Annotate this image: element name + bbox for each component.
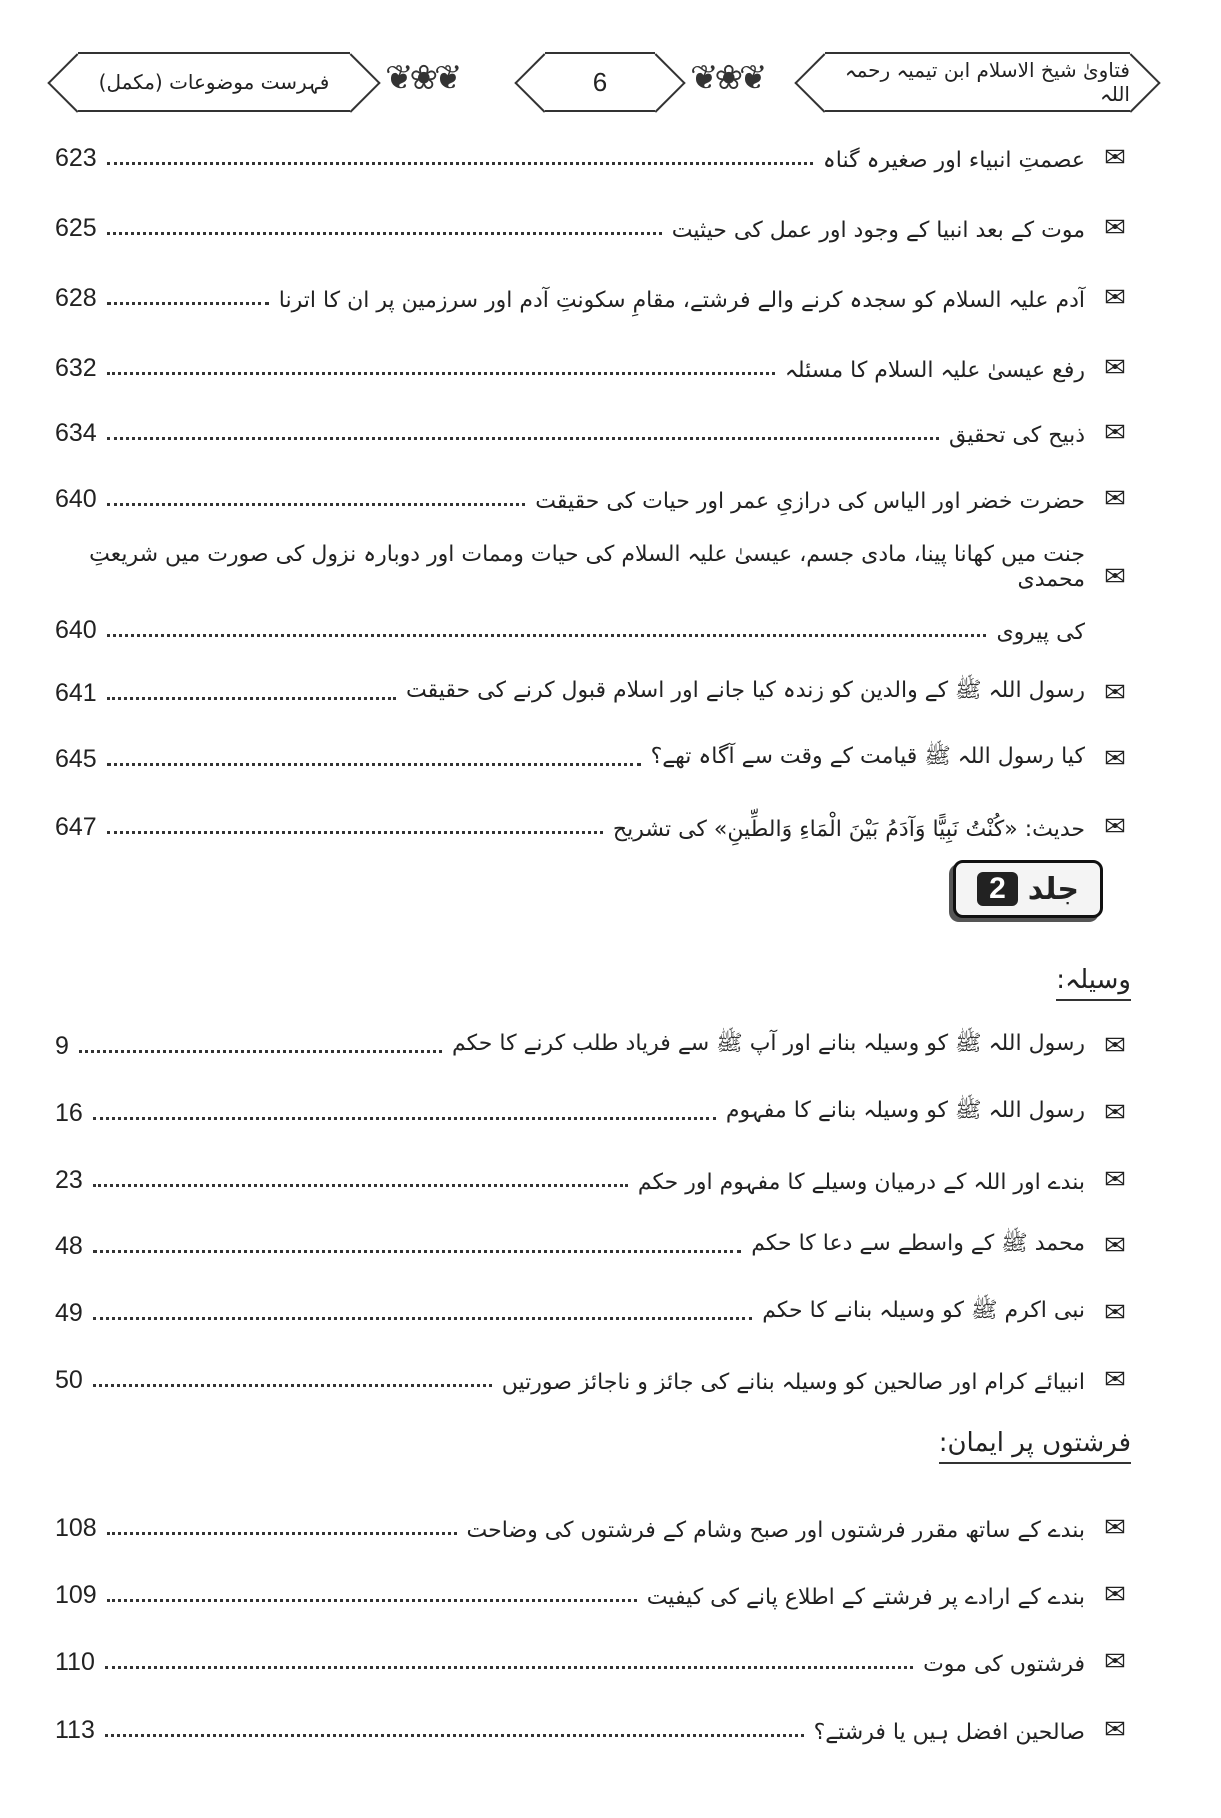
entry-title: انبیائے کرام اور صالحین کو وسیلہ بنانے کی جائز و ناجائز صورتیں bbox=[501, 1370, 1085, 1395]
header-book-title bbox=[825, 52, 1130, 112]
toc-entry[interactable] bbox=[55, 1088, 1135, 1128]
page-ref: 113 bbox=[55, 1716, 95, 1744]
header-page-number bbox=[545, 52, 655, 112]
quill-envelope-icon: ✉ bbox=[1104, 812, 1126, 842]
entry-title: صالحین افضل ہیں یا فرشتے؟ bbox=[813, 1720, 1085, 1745]
volume-number: 2 bbox=[977, 872, 1018, 906]
entry-title: محمد ﷺ کے واسطے سے دعا کا حکم bbox=[751, 1231, 1085, 1256]
entry-title: رسول اللہ ﷺ کو وسیلہ بنانے اور آپ ﷺ سے فریاد طلب کرنے کا حکم bbox=[451, 1031, 1085, 1056]
entry-title: رسول اللہ ﷺ کے والدین کو زندہ کیا جانے اور اسلام قبول کرنے کی حقیقت bbox=[406, 678, 1085, 703]
page-ref: 110 bbox=[55, 1648, 95, 1676]
leader-dots bbox=[93, 1250, 741, 1253]
quill-envelope-icon: ✉ bbox=[1104, 1231, 1126, 1261]
leader-dots bbox=[107, 503, 526, 506]
toc-entry[interactable] bbox=[55, 408, 1135, 448]
quill-envelope-icon: ✉ bbox=[1104, 143, 1126, 173]
entry-title: رسول اللہ ﷺ کو وسیلہ بنانے کا مفہوم bbox=[725, 1098, 1085, 1123]
toc-entry[interactable] bbox=[55, 734, 1135, 774]
entry-title: نبی اکرم ﷺ کو وسیلہ بنانے کا حکم bbox=[762, 1298, 1085, 1323]
page-ref: 109 bbox=[55, 1581, 97, 1609]
leader-dots bbox=[107, 831, 603, 834]
page-ref: 640 bbox=[55, 616, 97, 644]
page-ref: 23 bbox=[55, 1166, 83, 1194]
quill-envelope-icon: ✉ bbox=[1104, 562, 1126, 592]
toc-entry[interactable] bbox=[55, 802, 1135, 842]
quill-envelope-icon: ✉ bbox=[1104, 1365, 1126, 1395]
entry-title: حدیث: «كُنْتُ نَبِيًّا وَآدَمُ بَيْنَ الْمَاءِ وَالطِّينِ» کی تشریح bbox=[612, 817, 1085, 842]
section-title: فہرست موضوعات (مکمل) bbox=[98, 70, 330, 94]
entry-title: عصمتِ انبیاء اور صغیرہ گناہ bbox=[822, 148, 1085, 173]
book-title: فتاویٰ شیخ الاسلام ابن تیمیہ رحمہ اللہ bbox=[844, 58, 1130, 106]
toc-entry[interactable] bbox=[55, 1705, 1135, 1745]
volume-label: جلد bbox=[1027, 871, 1079, 907]
leader-dots bbox=[105, 1666, 913, 1669]
leader-dots bbox=[93, 1384, 492, 1387]
quill-envelope-icon: ✉ bbox=[1104, 418, 1126, 448]
page-ref: 640 bbox=[55, 485, 97, 513]
quill-envelope-icon: ✉ bbox=[1104, 678, 1126, 708]
ornament-icon: ❦❀❦ bbox=[690, 58, 764, 98]
section-heading-angels: فرشتوں پر ایمان: bbox=[939, 1428, 1131, 1464]
entry-title: ذبیح کی تحقیق bbox=[949, 423, 1085, 448]
volume-badge bbox=[953, 860, 1103, 918]
leader-dots bbox=[107, 437, 939, 440]
page-ref: 48 bbox=[55, 1232, 83, 1260]
page-ref: 625 bbox=[55, 214, 97, 242]
leader-dots bbox=[107, 302, 269, 305]
leader-dots bbox=[107, 162, 813, 165]
quill-envelope-icon: ✉ bbox=[1104, 1098, 1126, 1128]
leader-dots bbox=[107, 372, 775, 375]
entry-title: حضرت خضر اور الیاس کی درازیِ عمر اور حیات کی حقیقت bbox=[535, 489, 1085, 514]
leader-dots bbox=[79, 1050, 442, 1053]
page-ref: 16 bbox=[55, 1099, 83, 1127]
leader-dots bbox=[93, 1317, 752, 1320]
leader-dots bbox=[107, 1599, 637, 1602]
quill-envelope-icon: ✉ bbox=[1104, 1298, 1126, 1328]
entry-title: موت کے بعد انبیا کے وجود اور عمل کی حیثیت bbox=[671, 218, 1085, 243]
page-ref: 632 bbox=[55, 354, 97, 382]
page-ref: 645 bbox=[55, 745, 97, 773]
page-ref: 647 bbox=[55, 813, 97, 841]
quill-envelope-icon: ✉ bbox=[1104, 1580, 1126, 1610]
page-ref: 628 bbox=[55, 284, 97, 312]
toc-entry[interactable] bbox=[55, 1355, 1135, 1395]
toc-entry[interactable] bbox=[55, 668, 1135, 708]
quill-envelope-icon: ✉ bbox=[1104, 484, 1126, 514]
toc-entry[interactable] bbox=[55, 1288, 1135, 1328]
leader-dots bbox=[93, 1117, 716, 1120]
toc-entry[interactable] bbox=[55, 273, 1135, 313]
entry-title: آدم علیہ السلام کو سجدہ کرنے والے فرشتے، مقامِ سکونتِ آدم اور سرزمین پر ان کا اترنا bbox=[278, 288, 1085, 313]
page-ref: 641 bbox=[55, 679, 97, 707]
section-heading-wasila: وسیلہ: bbox=[1056, 965, 1131, 1001]
page-ref: 49 bbox=[55, 1299, 83, 1327]
quill-envelope-icon: ✉ bbox=[1104, 353, 1126, 383]
quill-envelope-icon: ✉ bbox=[1104, 1647, 1126, 1677]
toc-entry[interactable] bbox=[55, 1155, 1135, 1195]
toc-entry[interactable] bbox=[55, 542, 1135, 592]
page-number: 6 bbox=[592, 66, 608, 97]
header-section-title bbox=[78, 52, 350, 112]
entry-title: فرشتوں کی موت bbox=[923, 1652, 1085, 1677]
quill-envelope-icon: ✉ bbox=[1104, 283, 1126, 313]
page-ref: 634 bbox=[55, 419, 97, 447]
leader-dots bbox=[107, 763, 641, 766]
quill-envelope-icon: ✉ bbox=[1104, 213, 1126, 243]
leader-dots bbox=[107, 232, 662, 235]
leader-dots bbox=[107, 634, 987, 637]
toc-entry[interactable] bbox=[55, 605, 1135, 645]
quill-envelope-icon: ✉ bbox=[1104, 1715, 1126, 1745]
toc-entry[interactable] bbox=[55, 1637, 1135, 1677]
entry-title: بندے اور اللہ کے درمیان وسیلے کا مفہوم اور حکم bbox=[637, 1170, 1085, 1195]
toc-entry[interactable] bbox=[55, 343, 1135, 383]
ornament-icon: ❦❀❦ bbox=[385, 58, 459, 98]
quill-envelope-icon: ✉ bbox=[1104, 1031, 1126, 1061]
page-ref: 623 bbox=[55, 144, 97, 172]
leader-dots bbox=[105, 1734, 804, 1737]
toc-entry[interactable] bbox=[55, 133, 1135, 173]
page-ref: 108 bbox=[55, 1514, 97, 1542]
quill-envelope-icon: ✉ bbox=[1104, 1165, 1126, 1195]
toc-entry[interactable] bbox=[55, 203, 1135, 243]
entry-title: جنت میں کھانا پینا، مادی جسم، عیسیٰ علیہ السلام کی حیات وممات اور دوبارہ نزول کی صورت میں شریعتِ محمدی bbox=[89, 542, 1085, 592]
toc-entry[interactable] bbox=[55, 474, 1135, 514]
toc-entry[interactable] bbox=[55, 1021, 1135, 1061]
quill-envelope-icon: ✉ bbox=[1104, 744, 1126, 774]
entry-title: رفع عیسیٰ علیہ السلام کا مسئلہ bbox=[784, 358, 1085, 383]
toc-entry[interactable] bbox=[55, 1570, 1135, 1610]
toc-entry[interactable] bbox=[55, 1221, 1135, 1261]
entry-title: کیا رسول اللہ ﷺ قیامت کے وقت سے آگاہ تھے؟ bbox=[650, 744, 1085, 769]
quill-envelope-icon: ✉ bbox=[1104, 1513, 1126, 1543]
leader-dots bbox=[93, 1184, 628, 1187]
entry-title: بندے کے ارادے پر فرشتے کے اطلاع پانے کی کیفیت bbox=[646, 1585, 1085, 1610]
page-ref: 50 bbox=[55, 1366, 83, 1394]
leader-dots bbox=[107, 1532, 457, 1535]
page-ref: 9 bbox=[55, 1032, 69, 1060]
leader-dots bbox=[107, 697, 396, 700]
entry-title: کی پیروی bbox=[996, 620, 1085, 645]
entry-title: بندے کے ساتھ مقرر فرشتوں اور صبح وشام کے فرشتوں کی وضاحت bbox=[466, 1518, 1085, 1543]
toc-entry[interactable] bbox=[55, 1503, 1135, 1543]
